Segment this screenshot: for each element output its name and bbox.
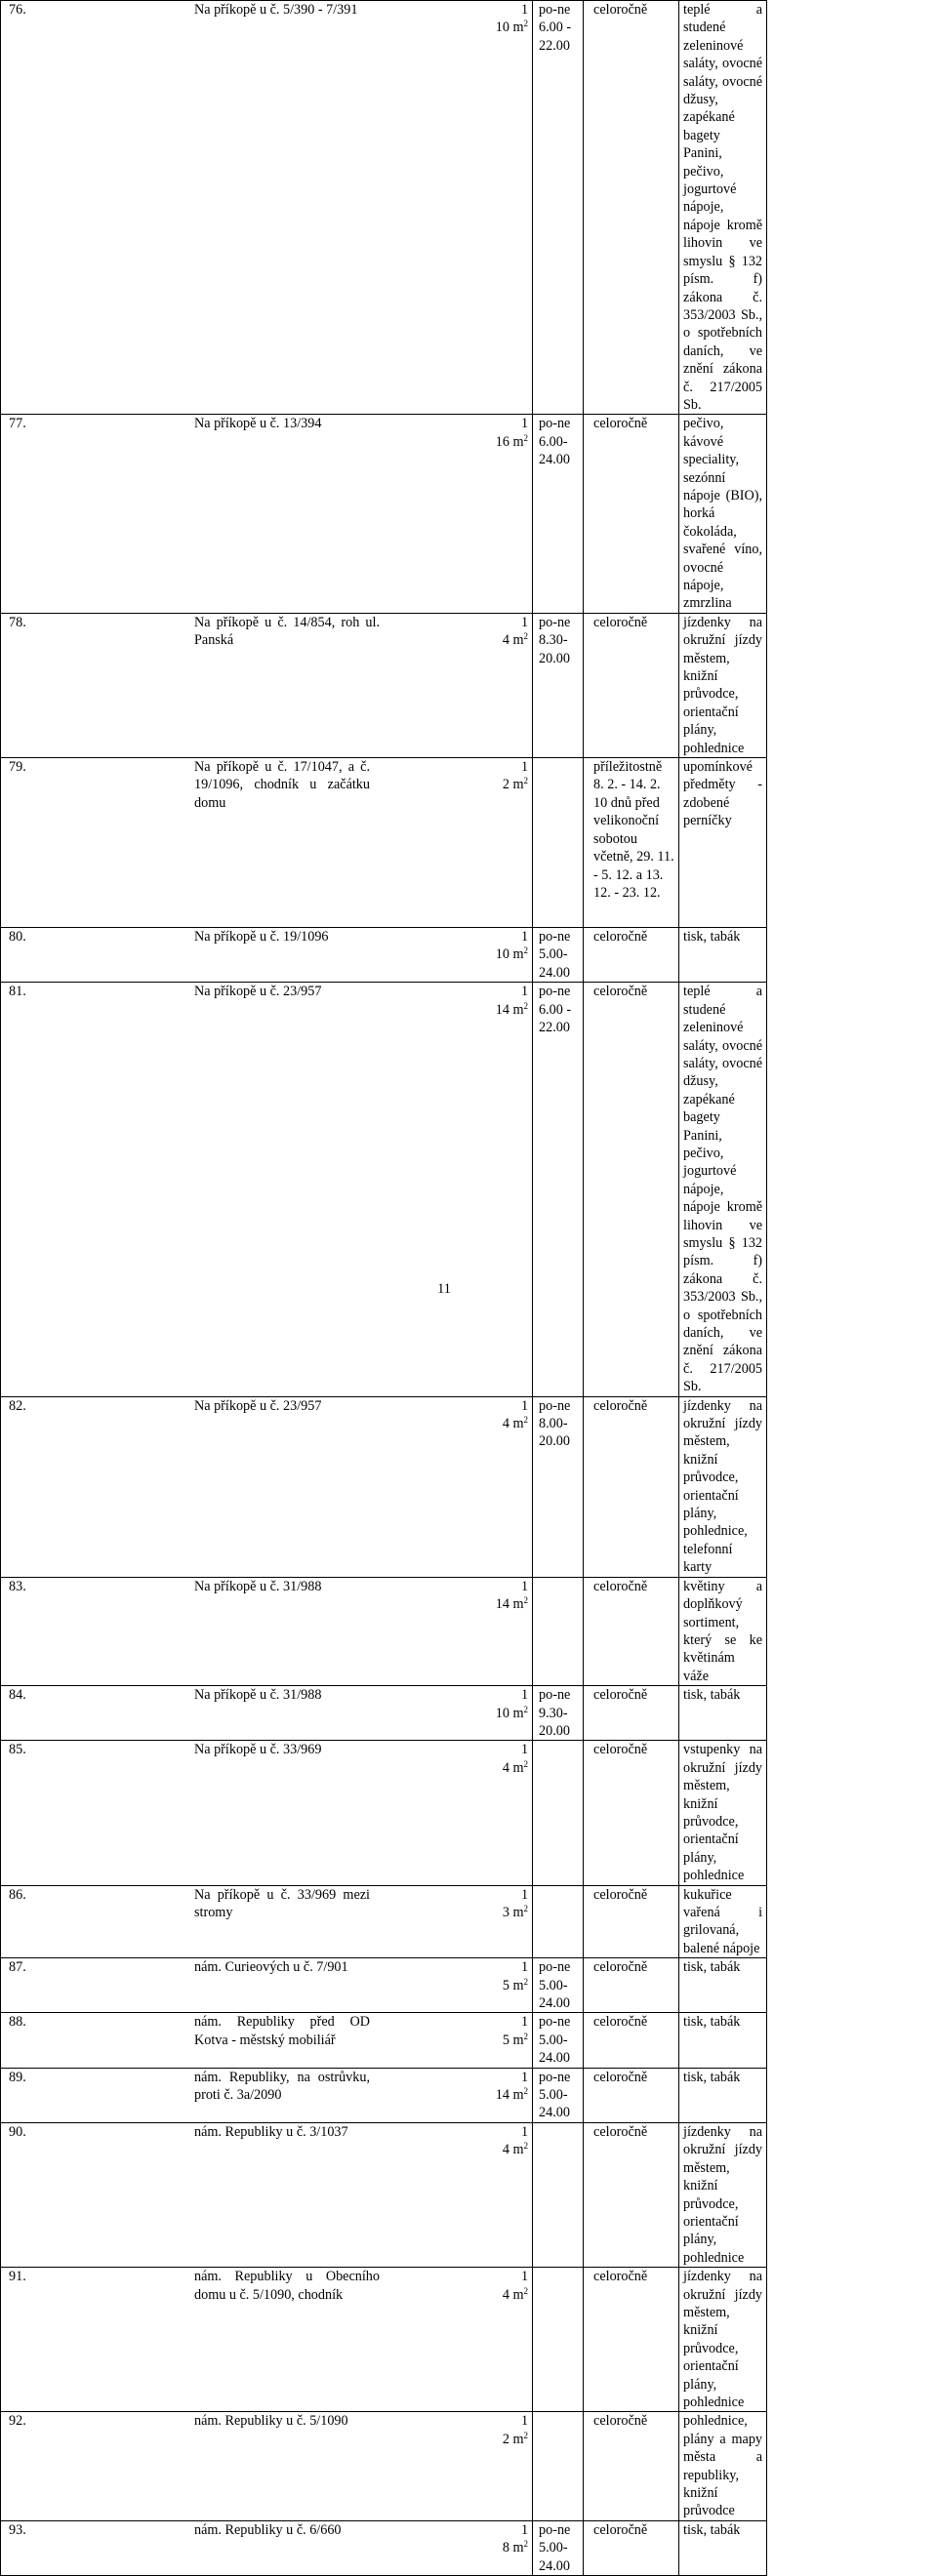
table-row [1,1,934,415]
stall-area: 10 m [495,1705,524,1721]
area-exponent: 2 [523,2031,529,2041]
row-address: Na příkopě u č. 13/394 [194,416,322,432]
season: celoročně [584,2013,679,2068]
opening-hours: po-ne 6.00 - 22.00 [533,1,584,415]
stall-area: 8 m [502,2540,524,2556]
stall-area: 5 m [502,2032,524,2048]
area-exponent: 2 [523,631,529,642]
stall-area: 14 m [495,2087,524,2104]
table-row [1,613,934,757]
stall-area: 14 m [495,1001,524,1018]
opening-hours [533,2412,584,2520]
location-cell [1,2013,533,2068]
table-row [1,2520,934,2575]
table-row [1,1686,934,1741]
season: celoročně [584,1741,679,1885]
season: celoročně [584,2122,679,2267]
page-number: 11 [437,1281,451,1297]
opening-hours [533,2122,584,2267]
table-row [1,1958,934,2013]
goods: tisk, tabák [679,2068,767,2122]
stall-area: 14 m [495,1596,524,1613]
goods: jízdenky na okružní jízdy městem, knižní průvodce, orientační plány, pohlednice [679,2122,767,2267]
table-row [1,2122,934,2267]
row-address: Na příkopě u č. 33/969 [194,1742,322,1758]
location-cell [1,983,533,1396]
row-address: nám. Republiky u č. 5/1090 [194,2413,348,2430]
row-number: 90. [9,2123,26,2140]
location-cell [1,2122,533,2267]
goods: tisk, tabák [679,2013,767,2068]
area-exponent: 2 [523,2539,529,2550]
stall-area: 16 m [495,433,524,450]
row-address: nám. Republiky před OD Kotva - městský mobiliář [194,2014,370,2048]
location-cell [1,2068,533,2122]
table-row [1,2268,934,2412]
area-exponent: 2 [523,1000,529,1011]
area-exponent: 2 [523,946,529,956]
area-exponent: 2 [523,2285,529,2296]
area-exponent: 2 [523,19,529,29]
row-number: 81. [9,984,26,1000]
location-cell [1,928,533,983]
stall-count: 1 [520,1397,529,1414]
row-address: Na příkopě u č. 5/390 - 7/391 [194,2,358,18]
stall-count: 1 [520,984,529,1000]
area-exponent: 2 [523,1704,529,1714]
table-row [1,1885,934,1958]
row-number: 80. [9,929,26,946]
table-row [1,2013,934,2068]
stall-count: 1 [520,2069,529,2085]
stall-area: 4 m [502,2286,524,2303]
area-exponent: 2 [523,2086,529,2097]
stall-area: 4 m [502,2142,524,2158]
opening-hours [533,758,584,928]
row-number: 83. [9,1578,26,1594]
season: celoročně [584,1577,679,1685]
location-cell [1,613,533,757]
season: celoročně [584,2068,679,2122]
area-exponent: 2 [523,1758,529,1769]
goods: pečivo, kávové speciality, sezónní nápoje (BIO), horká čokoláda, svařené víno, ovocné nápoje, zmrzlina [679,415,767,613]
season: celoročně [584,1686,679,1741]
season: celoročně [584,2412,679,2520]
row-address: nám. Republiky, na ostrůvku, proti č. 3a/2090 [194,2069,370,2104]
goods: jízdenky na okružní jízdy městem, knižní průvodce, orientační plány, pohlednice, telefonní karty [679,1396,767,1577]
goods: pohlednice, plány a mapy města a republiky, knižní průvodce [679,2412,767,2520]
location-cell [1,1741,533,1885]
season: celoročně [584,1396,679,1577]
stall-count: 1 [520,2014,529,2031]
row-number: 91. [9,2269,26,2285]
goods: teplé a studené zeleninové saláty, ovocné saláty, ovocné džusy, zapékané bagety Panini, pečivo, jogurtové nápoje, nápoje kromě lihovin ve smyslu § 132 písm. f) zákona č. 353/2003 Sb., o spotřebních daních, ve znění zákona č. 217/2005 Sb. [679,983,767,1396]
opening-hours [533,1741,584,1885]
stall-area: 4 m [502,1759,524,1776]
row-number: 84. [9,1687,26,1704]
opening-hours: po-ne 5.00-24.00 [533,1958,584,2013]
table-row [1,983,934,1396]
opening-hours: po-ne 6.00-24.00 [533,415,584,613]
stall-count: 1 [520,1578,529,1594]
opening-hours: po-ne 5.00-24.00 [533,928,584,983]
stall-count: 1 [520,2521,529,2538]
row-number: 92. [9,2413,26,2430]
goods: tisk, tabák [679,1686,767,1741]
area-exponent: 2 [523,2430,529,2440]
stall-area: 2 m [502,777,524,793]
stall-area: 4 m [502,1416,524,1432]
goods: upomínkové předměty - zdobené perníčky [679,758,767,928]
season: celoročně [584,415,679,613]
stall-count: 1 [520,614,529,630]
season: celoročně [584,613,679,757]
location-cell [1,758,533,928]
row-number: 78. [9,614,26,630]
row-address: Na příkopě u č. 33/969 mezi stromy [194,1886,370,1920]
season: celoročně [584,1885,679,1958]
stall-count: 1 [520,1886,529,1903]
row-number: 93. [9,2521,26,2538]
goods: tisk, tabák [679,928,767,983]
location-cell [1,1396,533,1577]
row-number: 88. [9,2014,26,2031]
table-row [1,415,934,613]
location-cell [1,415,533,613]
location-cell [1,1686,533,1741]
row-number: 87. [9,1959,26,1976]
area-exponent: 2 [523,1904,529,1913]
row-address: Na příkopě u č. 31/988 [194,1578,322,1594]
row-address: Na příkopě u č. 17/1047, a č. 19/1096, chodník u začátku domu [194,759,370,811]
opening-hours: po-ne 5.00-24.00 [533,2068,584,2122]
location-cell [1,1,533,415]
area-exponent: 2 [523,1415,529,1426]
goods: tisk, tabák [679,1958,767,2013]
table-row [1,758,934,928]
goods: květiny a doplňkový sortiment, který se ke květinám váže [679,1577,767,1685]
row-number: 79. [9,759,26,776]
table-row [1,2412,934,2520]
table-row [1,2068,934,2122]
stall-count: 1 [520,1959,529,1976]
row-address: nám. Republiky u č. 3/1037 [194,2123,348,2140]
row-number: 85. [9,1742,26,1758]
goods: teplé a studené zeleninové saláty, ovocné saláty, ovocné džusy, zapékané bagety Panini, pečivo, jogurtové nápoje, nápoje kromě lihovin ve smyslu § 132 písm. f) zákona č. 353/2003 Sb., o spotřebních daních, ve znění zákona č. 217/2005 Sb. [679,1,767,415]
location-cell [1,1885,533,1958]
location-cell [1,2268,533,2412]
row-address: nám. Republiky u č. 6/660 [194,2521,342,2538]
table-row [1,1396,934,1577]
row-address: Na příkopě u č. 23/957 [194,984,322,1000]
opening-hours [533,2268,584,2412]
table-row [1,928,934,983]
row-number: 82. [9,1397,26,1414]
stall-count: 1 [520,2123,529,2140]
area-exponent: 2 [523,1595,529,1606]
opening-hours: po-ne 5.00-24.00 [533,2013,584,2068]
season: celoročně [584,928,679,983]
area-exponent: 2 [523,1976,529,1987]
area-exponent: 2 [523,432,529,443]
goods: jízdenky na okružní jízdy městem, knižní průvodce, orientační plány, pohlednice [679,613,767,757]
area-exponent: 2 [523,2141,529,2152]
stall-count: 1 [520,416,529,432]
opening-hours: po-ne 9.30-20.00 [533,1686,584,1741]
stall-area: 2 m [502,2431,524,2447]
opening-hours [533,1885,584,1958]
opening-hours: po-ne 5.00-24.00 [533,2520,584,2575]
row-address: nám. Curieových u č. 7/901 [194,1959,348,1976]
stall-count: 1 [520,1687,529,1704]
opening-hours [533,1577,584,1685]
row-number: 86. [9,1886,26,1903]
row-address: nám. Republiky u Obecního domu u č. 5/1090, chodník [194,2269,380,2303]
goods: jízdenky na okružní jízdy městem, knižní průvodce, orientační plány, pohlednice [679,2268,767,2412]
stall-area: 4 m [502,632,524,649]
stall-count: 1 [520,2,529,18]
goods: tisk, tabák [679,2520,767,2575]
location-cell [1,1577,533,1685]
area-exponent: 2 [523,776,529,786]
opening-hours: po-ne 8.00-20.00 [533,1396,584,1577]
season: celoročně [584,983,679,1396]
location-cell [1,1958,533,2013]
season: příležitostně 8. 2. - 14. 2. 10 dnů před velikonoční sobotou včetně, 29. 11. - 5. 12. a 13. 12. - 23. 12. [584,758,679,928]
season: celoročně [584,2268,679,2412]
row-number: 77. [9,416,26,432]
row-address: Na příkopě u č. 19/1096 [194,929,329,946]
stall-count: 1 [520,929,529,946]
stall-area: 10 m [495,946,524,963]
stall-area: 5 m [502,1977,524,1993]
season: celoročně [584,2520,679,2575]
row-address: Na příkopě u č. 14/854, roh ul. Panská [194,614,380,649]
row-number: 76. [9,2,26,18]
table-row [1,1577,934,1685]
stall-count: 1 [520,1742,529,1758]
location-cell [1,2412,533,2520]
row-address: Na příkopě u č. 23/957 [194,1397,322,1414]
stall-count: 1 [520,759,529,776]
table-row [1,1741,934,1885]
goods: vstupenky na okružní jízdy městem, knižní průvodce, orientační plány, pohlednice [679,1741,767,1885]
row-number: 89. [9,2069,26,2085]
location-cell [1,2520,533,2575]
stall-count: 1 [520,2269,529,2285]
season: celoročně [584,1,679,415]
season: celoročně [584,1958,679,2013]
stall-area: 3 m [502,1905,524,1920]
opening-hours: po-ne 8.30-20.00 [533,613,584,757]
goods: kukuřice vařená i grilovaná, balené nápoje [679,1885,767,1958]
stall-count: 1 [520,2413,529,2430]
row-address: Na příkopě u č. 31/988 [194,1687,322,1704]
opening-hours: po-ne 6.00 - 22.00 [533,983,584,1396]
stall-area: 10 m [495,20,524,36]
